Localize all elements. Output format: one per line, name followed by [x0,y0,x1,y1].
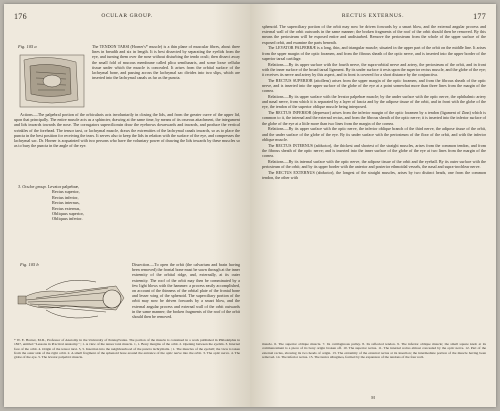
muscle-item: Obliquus inferior. [52,216,83,222]
paragraph: Relations.—By its upper surface with the optic nerve, the inferior oblique branch of the third nerve, the adipose tissue of the orbit, and the under surface of the globe of the eye. By its under surface with the periosteum of the floor of the orbit, and with the inferior oblique muscle. [262,126,486,142]
paragraph: sphenoid. The superciliary portion of the orbit may now be driven forwards by a smart blow, and the external angular process and external wall of the orbit outwards in the same manner; the broken fragments of the roof of the orbit should then be removed. By this means the periosteum will be exposed entire and undisturbed. Remove the periosteum from the whole of the upper surface of the exposed orbit, and examine the parts beneath. [262,24,486,45]
left-page-header [14,12,240,22]
muscle-item: Obliquus superior, [52,211,84,217]
right-footnote: muscle. 6. The superior oblique muscle. 7. Its cartilaginous pulley. 8. Its reflected tendon. 9. The inferior oblique muscle; the small square knob at its commencement is a piece of its bony origin broken off. 10. The superior rectus. 11. The internal rectus almost concealed by the optic nerve. 12. Part of the external rectus, showing its two heads of origin. 13. The extremity of the external rectus at its insertion; the intermediate portion of the muscle having been removed. 14. The inferior rectus. 15. The tunica albuginea, formed by the expansion of the tendons of the four recti. [262,342,486,359]
muscle-item: Rectus externus, [52,205,81,211]
paragraph: Relations.—By its internal surface with the optic nerve, the adipose tissue of the orbit and the eyeball. By its outer surface with the periosteum of the orbit; and by its upper border with the anterior and posterior ethmoidal vessels, the nasal and supra-trochlear nerve. [262,158,486,170]
eye-muscles-figure [16,270,128,328]
muscle-item: Rectus superior, [52,189,80,195]
running-head: OCULAR GROUP. [101,13,153,19]
para-actions: Actions.—The palpebral portion of the orbicularis acts involuntarily in closing the lids, and from the greater curve of the upper lid, upon that principally. The entire muscle acts as a sphincter, drawing at the same time, by means of its osseous attachment, the integument and lids inwards towards the nose. The corrugators supercilioruin draw the eyebrows downwards and inwards, and produce the vertical wrinkles of the forehead. The tensor tarsi, or lachrymal muscle, draws the extremities of the lachrymal canals inwards, so as to place the puncta in the best position for receiving the tears. It serves also to keep the lids in relation with the surface of the eye, and compresses the lachrymal sac. Dr. Horner is acquainted with two persons who have the voluntary power of drawing the lids inwards by these muscles so as to bury the puncta in the angle of the eye. [14,112,240,149]
left-page [4,4,250,407]
right-body-text [262,24,486,181]
book-spread [4,4,496,407]
signature-mark: M [371,395,375,400]
right-page-header [260,12,486,22]
muscle-item: Levator palpebræ, [47,184,80,189]
tensor-tarsi-figure [16,52,88,110]
page-number: 177 [473,12,486,21]
figure-label-b: Fig. 105 b [20,262,39,267]
para-dissection: Dissection.—To open the orbit (the calvarium and brain having been removed) the frontal bone must be sawn through at the inner extremity of the orbital ridge, and, externally, at its outer extremity. The roof of the orbit may then be comminuted by a few light blows with the hammer: a process easily accomplished, on account of the thinness of the orbital plate of the frontal bone and lesser wing of the sphenoid. The superciliary portion of the orbit may now be driven forwards by a smart blow, and the external angular process and external wall of the orbit outwards in the same manner; the broken fragments of the roof of the orbit should then be removed. [132,262,240,320]
paragraph: The RECTUS SUPERIOR (attollens) arises from the upper margin of the optic foramen, and from the fibrous sheath of the optic nerve, and is inserted into the upper surface of the globe of the eye at a point somewhat more than three lines from the margin of the cornea. [262,77,486,94]
paragraph: The LEVATOR PALPEBRÆ is a long, thin, and triangular muscle; situated in the upper part of the orbit on the middle line. It arises from the upper margin of the optic foramen, and from the fibrous sheath of the optic nerve, and is inserted into the upper border of the superior tarsal cartilage. [262,45,486,61]
running-head: RECTUS EXTERNUS. [341,13,405,19]
page-number: 176 [14,12,27,21]
paragraph: The RECTUS INTERNUS (adductor), the thickest and shortest of the straight muscles, arises from the common tendon, and from the fibrous sheath of the optic nerve; and is inserted into the inner surface of the globe of the eye at two lines from the margin of the cornea. [262,142,486,159]
muscle-item: Rectus inferior, [52,194,79,200]
ocular-group-list [18,184,238,222]
left-footnote: * W. E. Horner, M.D., Professor of Anatomy in the University of Pennsylvania. The portion of the muscle is contained in a work published in Philadelphia in 1827, entitled "Lessons in Practical Anatomy." | 1. A view of the tensor tarsi muscle. 1, 1. Bony margins of the orbit. 2. Opening between the eyelids. 3. Internal face of the orbit. 4. Origin of the tensor tarsi. 5, 5. Insertion into the neighbourhood of the puncta lachrymalis. | 1. The muscles of the eyeball; the view is taken from the outer side of the right orbit. 2. A small fragment of the sphenoid bone around the entrance of the optic nerve into the orbit. 3. The optic nerve. 4. The globe of the eye. 5. The levator palpebræ muscle. [14,338,240,360]
right-page [250,4,496,407]
paragraph: Relations.—By its upper surface with the fourth nerve, the supra-orbital nerve and artery, the periosteum of the orbit, and in front with the inner surface of the broad tarsal ligament. By its under surface it rests upon the superior rectus muscle, and the globe of the eye; it receives its nerve and artery by this aspect, and in front is covered for a short distance by the conjunctiva. [262,61,486,78]
paragraph: Relations.—By its upper surface with the levator palpebræ muscle; by the under surface with the optic nerve, the ophthalmic artery and nasal nerve, from which it is separated by a layer of fascia and by the adipose tissue of the orbit, and in front with the globe of the eye, the tendon of the superior oblique muscle being interposed. [262,94,486,110]
figure-label-a: Fig. 105 a [18,44,37,49]
muscle-item: Rectus internus, [52,200,80,206]
paragraph: The RECTUS EXTERNUS (abductor), the longest of the straight muscles, arises by two distinct heads, one from the common tendon, the other with [262,169,486,181]
paragraph: The RECTUS INFERIOR (depressor) arises from the inferior margin of the optic foramen by a tendon (ligament of Zinn) which is common to it, the internal and the external rectus, and from the fibrous sheath of the optic nerve; it is inserted into the inferior surface of the globe of the eye at a little more than two lines from the margin of the cornea. [262,110,486,126]
group-heading: 3. Ocular group. [18,184,47,189]
para-tendon-tarsi: The TENDON TARSI (Horner's* muscle) is a thin plane of muscular fibres, about three lines in breadth and six in length. It is best dissected by separating the eyelids from the eye, and turning them over the nose without disturbing the tendo oculi; then dissect away the small fold of mucous membrane called plica semilunaris, and some loose cellular tissue under which the muscle is concealed. It arises from the orbital surface of the lachrymal bone, and passing across the lachrymal sac divides into two slips, which are inserted into the lachrymal canals as far as the puncta. [92,44,240,81]
